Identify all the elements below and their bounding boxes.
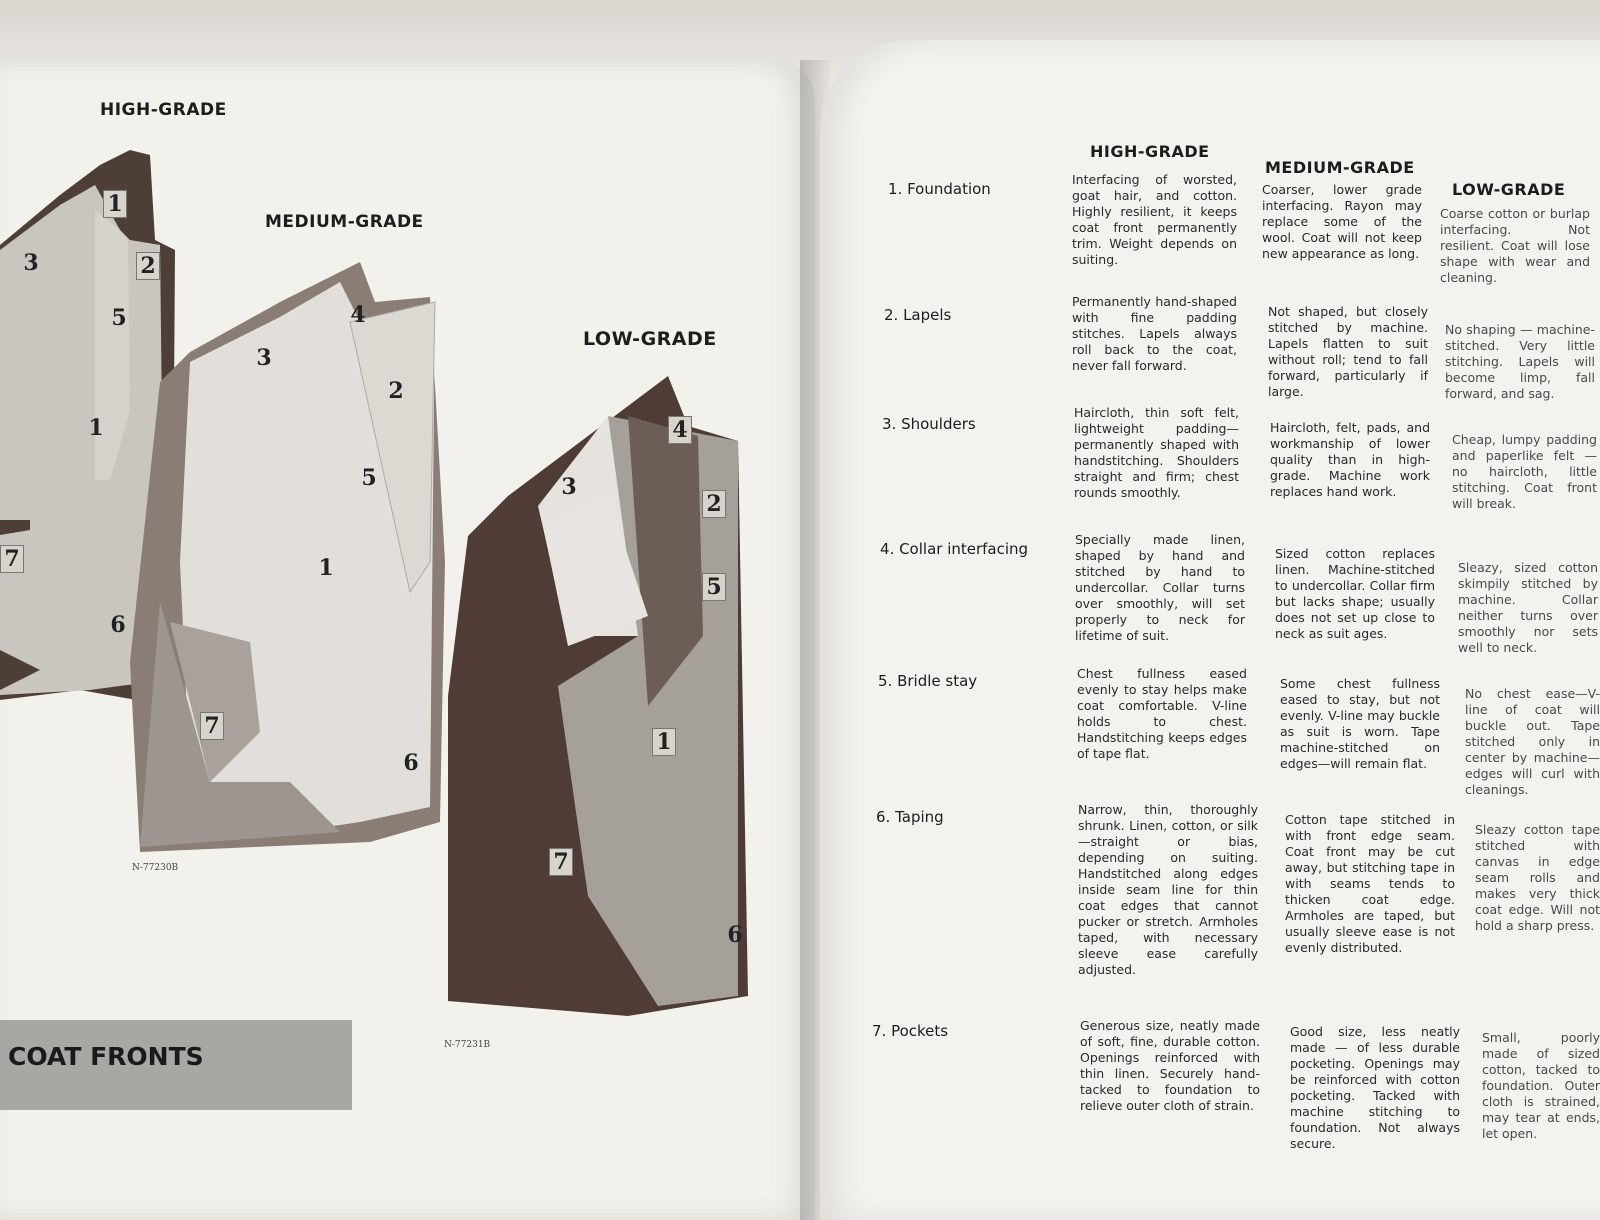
cell-pockets-low: Small, poorly made of sized cotton, tacked to foundation. Outer cloth is strained, may tear at ends, let open. — [1482, 1030, 1600, 1141]
coat-low-number-5: 5 — [702, 573, 726, 601]
coat-medium-number-7: 7 — [200, 712, 224, 740]
coat-medium-number-3: 3 — [256, 345, 272, 371]
coat-high-grade-label: HIGH-GRADE — [100, 100, 227, 120]
column-header-high: HIGH-GRADE — [1090, 142, 1210, 161]
coat-medium-number-4: 4 — [350, 302, 366, 328]
cell-pockets-high: Generous size, neatly made of soft, fine, durable cotton. Openings reinforced with thin linen. Securely hand-tacked to foundation to relieve outer cloth of strain. — [1080, 1018, 1260, 1113]
coat-medium-number-5: 5 — [361, 465, 377, 491]
cell-bridle-high: Chest fullness eased evenly to stay helps make coat comfortable. V-line holds to chest. Handstitching keeps edges of tape flat. — [1077, 666, 1247, 761]
coat-low-number-1: 1 — [652, 728, 676, 756]
cell-taping-low: Sleazy cotton tape stitched with canvas in edge seam rolls and makes very thick coat edge. Will not hold a sharp press. — [1475, 822, 1600, 933]
cell-pockets-medium: Good size, less neatly made — of less durable pocketing. Openings may be reinforced with cotton pocketing. Tacked with machine stitching to foundation. Not always secure. — [1290, 1024, 1460, 1151]
cell-collar-low: Sleazy, sized cotton skimpily stitched by machine. Collar neither turns over smoothly nor sets well to neck. — [1458, 560, 1598, 655]
coat-high-number-5: 5 — [111, 305, 127, 331]
coat-low-number-3: 3 — [561, 474, 577, 500]
coat-high-number-6: 6 — [110, 612, 126, 638]
cell-taping-medium: Cotton tape stitched in with front edge seam. Coat front may be cut away, but stitching tape in with seams tends to thicken coat edge. Armholes are taped, but usually sleeve ease is not evenly distributed. — [1285, 812, 1455, 955]
cell-bridle-medium: Some chest fullness eased to stay, but not evenly. V-line may buckle as suit is worn. Tape machine-stitched on edges—will remain flat. — [1280, 676, 1440, 771]
cell-lapels-high: Permanently hand-shaped with fine padding stitches. Lapels always roll back to the coat, never fall forward. — [1072, 294, 1237, 373]
cell-collar-medium: Sized cotton replaces linen. Machine-stitched to undercollar. Collar firm but lacks shape; usually does not set up close to neck as suit ages. — [1275, 546, 1435, 641]
row-label-foundation: 1. Foundation — [888, 180, 991, 198]
row-label-pockets: 7. Pockets — [872, 1022, 949, 1040]
row-label-collar-interfacing: 4. Collar interfacing — [880, 540, 1029, 558]
coat-medium-number-6: 6 — [403, 750, 419, 776]
cell-shoulders-low: Cheap, lumpy padding and paperlike felt — no haircloth, little stitching. Coat front will break. — [1452, 432, 1597, 511]
coat-low-number-6: 6 — [727, 922, 743, 948]
cell-foundation-medium: Coarser, lower grade interfacing. Rayon may replace some of the wool. Coat will not keep new appearance as long. — [1262, 182, 1422, 261]
coat-medium-number-2: 2 — [388, 378, 404, 404]
cell-collar-high: Specially made linen, shaped by hand and stitched by hand to undercollar. Collar turns over smoothly, will set properly to neck for lifetime of suit. — [1075, 532, 1245, 643]
coat-high-number-3: 3 — [23, 250, 39, 276]
row-label-lapels: 2. Lapels — [884, 306, 952, 324]
cell-foundation-high: Interfacing of worsted, goat hair, and cotton. Highly resilient, it keeps coat front permanently trim. Weight depends on suiting. — [1072, 172, 1237, 267]
cell-bridle-low: No chest ease—V-line of coat will buckle out. Tape stitched only in center by machine—edges will curl with cleanings. — [1465, 686, 1600, 797]
cell-shoulders-high: Haircloth, thin soft felt, lightweight padding—permanently shaped with handstitching. Shoulders straight and firm; chest rounds smoothly. — [1074, 405, 1239, 500]
section-title: COAT FRONTS — [8, 1042, 204, 1071]
row-label-shoulders: 3. Shoulders — [882, 415, 976, 433]
section-title-box — [0, 1020, 352, 1110]
coat-low-number-7: 7 — [549, 848, 573, 876]
column-header-low: LOW-GRADE — [1452, 180, 1566, 199]
row-label-taping: 6. Taping — [876, 808, 944, 826]
coat-low-number-4: 4 — [668, 416, 692, 444]
coat-medium-number-1: 1 — [318, 555, 334, 581]
cell-shoulders-medium: Haircloth, felt, pads, and workmanship of lower quality than in high-grade. Machine work replaces hand work. — [1270, 420, 1430, 499]
cell-taping-high: Narrow, thin, thoroughly shrunk. Linen, cotton, or silk—straight or bias, depending on suiting. Handstitched along edges inside seam line for thin coat edges that cannot pucker or stretch. Armholes taped, with necessary sleeve ease carefully adjusted. — [1078, 802, 1258, 977]
coat-high-number-7: 7 — [0, 545, 24, 573]
low-grade-coat-photo — [448, 376, 753, 1026]
coat-high-number-1-lower: 1 — [88, 415, 104, 441]
cell-lapels-low: No shaping — machine-stitched. Very little stitching. Lapels will become limp, fall forward, and sag. — [1445, 322, 1595, 401]
negative-number-medium: N-77230B — [132, 863, 179, 873]
cell-lapels-medium: Not shaped, but closely stitched by machine. Lapels flatten to suit without roll; tend to fall forward, particularly if large. — [1268, 304, 1428, 399]
coat-medium-grade-label: MEDIUM-GRADE — [265, 212, 424, 232]
coat-low-grade-label: LOW-GRADE — [583, 328, 717, 350]
cell-foundation-low: Coarse cotton or burlap interfacing. Not resilient. Coat will lose shape with wear and cleaning. — [1440, 206, 1590, 285]
row-label-bridle-stay: 5. Bridle stay — [878, 672, 978, 690]
column-header-medium: MEDIUM-GRADE — [1265, 158, 1415, 177]
coat-low-number-2: 2 — [702, 490, 726, 518]
coat-high-number-1: 1 — [103, 190, 127, 218]
coat-high-number-2: 2 — [136, 252, 160, 280]
negative-number-low: N-77231B — [444, 1040, 491, 1050]
